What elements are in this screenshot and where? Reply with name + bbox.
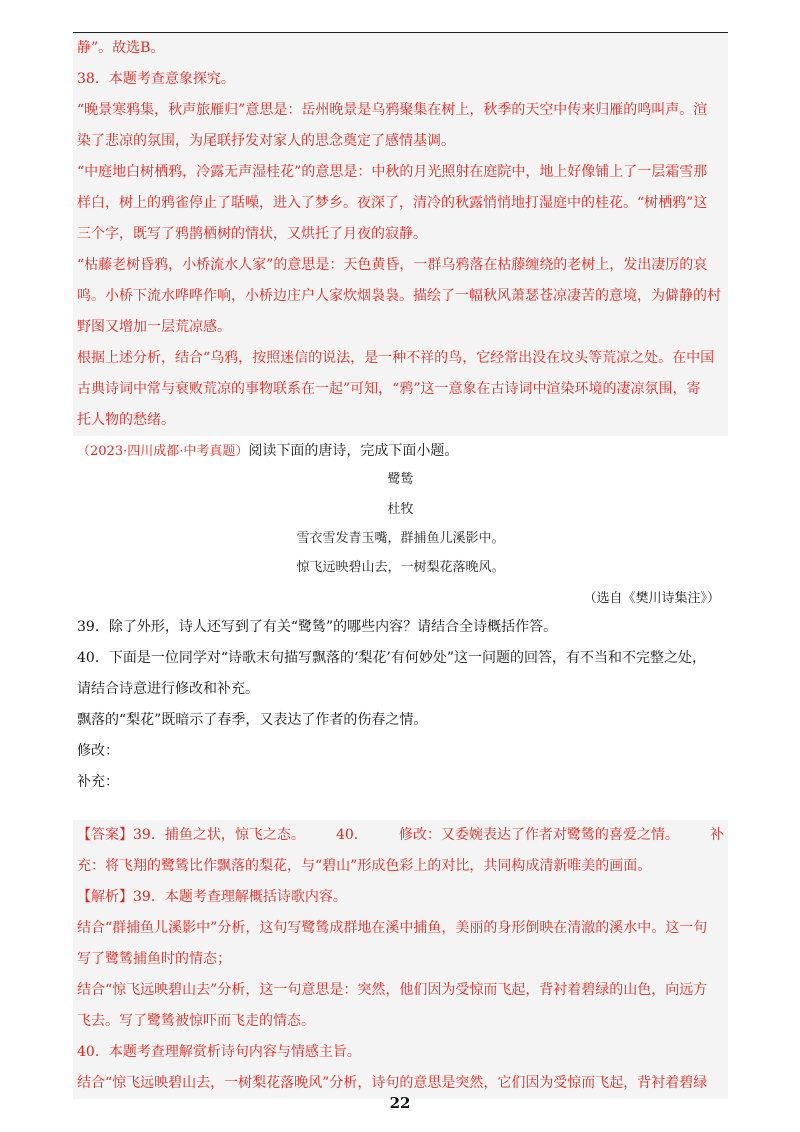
text-line: 结合“惊飞远映碧山去，一树梨花落晚风”分析，诗句的意思是突然，它们因为受惊而飞起，背衬着碧绿 bbox=[77, 1075, 708, 1091]
analysis-block-top bbox=[73, 33, 728, 436]
analysis-line bbox=[77, 882, 724, 913]
text-line: 染了悲凉的氛围，为尾联抒发对家人的思念奠定了感情基调。 bbox=[77, 133, 455, 149]
text-line: 样白，树上的鸦雀停止了聒噪，进入了梦乡。夜深了，清冷的秋露悄悄地打湿庭中的桂花。“树栖鸦”这 bbox=[77, 195, 708, 211]
poem-author: 杜牧 bbox=[387, 502, 414, 517]
text-line: “中庭地白树栖鸦，冷露无声湿桂花”的意思是：中秋的月光照射在庭院中，地上好像铺上了一层霜雪那 bbox=[77, 164, 708, 180]
text-line: 40．本题考查理解赏析诗句内容与情感主旨。 bbox=[77, 1044, 361, 1060]
question-40-line: 请结合诗意进行修改和补充。 bbox=[77, 681, 259, 697]
answer-line-left bbox=[77, 820, 305, 851]
source-tag: （2023·四川成都·中考真题） bbox=[77, 444, 249, 459]
text-line: “枯藤老树昏鸦，小桥流水人家”的意思是：天色黄昏，一群乌鸦落在枯藤缠绕的老树上，发出凄厉的哀 bbox=[77, 257, 708, 273]
analysis-39: 39．本题考查理解概括诗歌内容。 bbox=[133, 889, 347, 905]
questions bbox=[73, 612, 728, 798]
poem-line-2: 惊飞远映碧山去，一树梨花落晚风。 bbox=[296, 560, 505, 575]
question-40-line: 40．下面是一位同学对“诗歌末句描写飘落的‘梨花’有何妙处”这一问题的回答，有不当和不完整之处， bbox=[77, 650, 707, 666]
question-intro bbox=[73, 436, 728, 467]
poem-line-1: 雪衣雪发青玉嘴，群捕鱼儿溪影中。 bbox=[296, 531, 505, 546]
answer-block bbox=[73, 820, 728, 1099]
answer-40-supp-start: 补 bbox=[709, 827, 724, 843]
page-number: 22 bbox=[389, 1094, 411, 1112]
text-line: 野图又增加一层荒凉感。 bbox=[77, 319, 231, 335]
analysis-tag: 【解析】 bbox=[77, 889, 133, 905]
poem-source: （选自《樊川诗集注》） bbox=[583, 591, 720, 606]
answer-40-num: 40． bbox=[335, 827, 368, 843]
text-line: 38．本题考查意象探究。 bbox=[77, 71, 235, 87]
text-line: 结合“惊飞远映碧山去”分析，这一句意思是：突然，他们因为受惊而飞起，背衬着碧绿的山色，向远方 bbox=[77, 982, 708, 998]
answer-40-supplement: 充：将飞翔的鹭鸶比作飘落的梨花，与“碧山”形成色彩上的对比，共同构成清新唯美的画面。 bbox=[77, 858, 652, 874]
text-line: 托人物的愁绪。 bbox=[77, 412, 175, 428]
text-line: 根据上述分析，结合“乌鸦，按照迷信的说法，是一种不祥的鸟，它经常出没在坟头等荒凉之处。在中国 bbox=[77, 350, 715, 366]
text-line: 飞去。写了鹭鸶被惊吓而飞走的情态。 bbox=[77, 1013, 315, 1029]
text-line: 三个字，既写了鸦鹊栖树的情状，又烘托了月夜的寂静。 bbox=[77, 226, 427, 242]
text-line: 鸣。小桥下流水哗哗作响，小桥边庄户人家炊烟袅袅。描绘了一幅秋风萧瑟苍凉凄苦的意境，为僻静的村 bbox=[77, 288, 721, 304]
answer-40-revise: 修改：又委婉表达了作者对鹭鸶的喜爱之情。 bbox=[398, 827, 679, 843]
answer-line bbox=[77, 820, 724, 851]
answer-tag: 【答案】 bbox=[77, 827, 133, 843]
text-line: 写了鹭鸶捕鱼时的情态； bbox=[77, 951, 231, 967]
answer-39: 39．捕鱼之状，惊飞之态。 bbox=[133, 827, 305, 843]
poem-title: 鹭鸶 bbox=[387, 472, 414, 487]
text-line: 静”。故选B。 bbox=[77, 40, 165, 56]
revise-label: 修改： bbox=[77, 743, 119, 759]
supplement-label: 补充： bbox=[77, 774, 119, 790]
text-line: 古典诗词中常与衰败荒凉的事物联系在一起”可知，“鸦”这一意象在古诗词中渲染环境的凄凉氛围，寄 bbox=[77, 381, 701, 397]
text-line: “晚景寒鸦集，秋声旅雁归”意思是：岳州晚景是乌鸦聚集在树上，秋季的天空中传来归雁的鸣叫声。渲 bbox=[77, 102, 708, 118]
question-40-student-answer: 飘落的“梨花”既暗示了春季，又表达了作者的伤春之情。 bbox=[77, 712, 428, 728]
question-intro-text: 阅读下面的唐诗，完成下面小题。 bbox=[248, 443, 459, 459]
question-39: 39．除了外形，诗人还写到了有关“鹭鸶”的哪些内容？请结合全诗概括作答。 bbox=[77, 619, 558, 635]
text-line: 结合“群捕鱼儿溪影中”分析，这句写鹭鸶成群地在溪中捕鱼，美丽的身形倒映在清澈的溪水中。这一句 bbox=[77, 920, 708, 936]
